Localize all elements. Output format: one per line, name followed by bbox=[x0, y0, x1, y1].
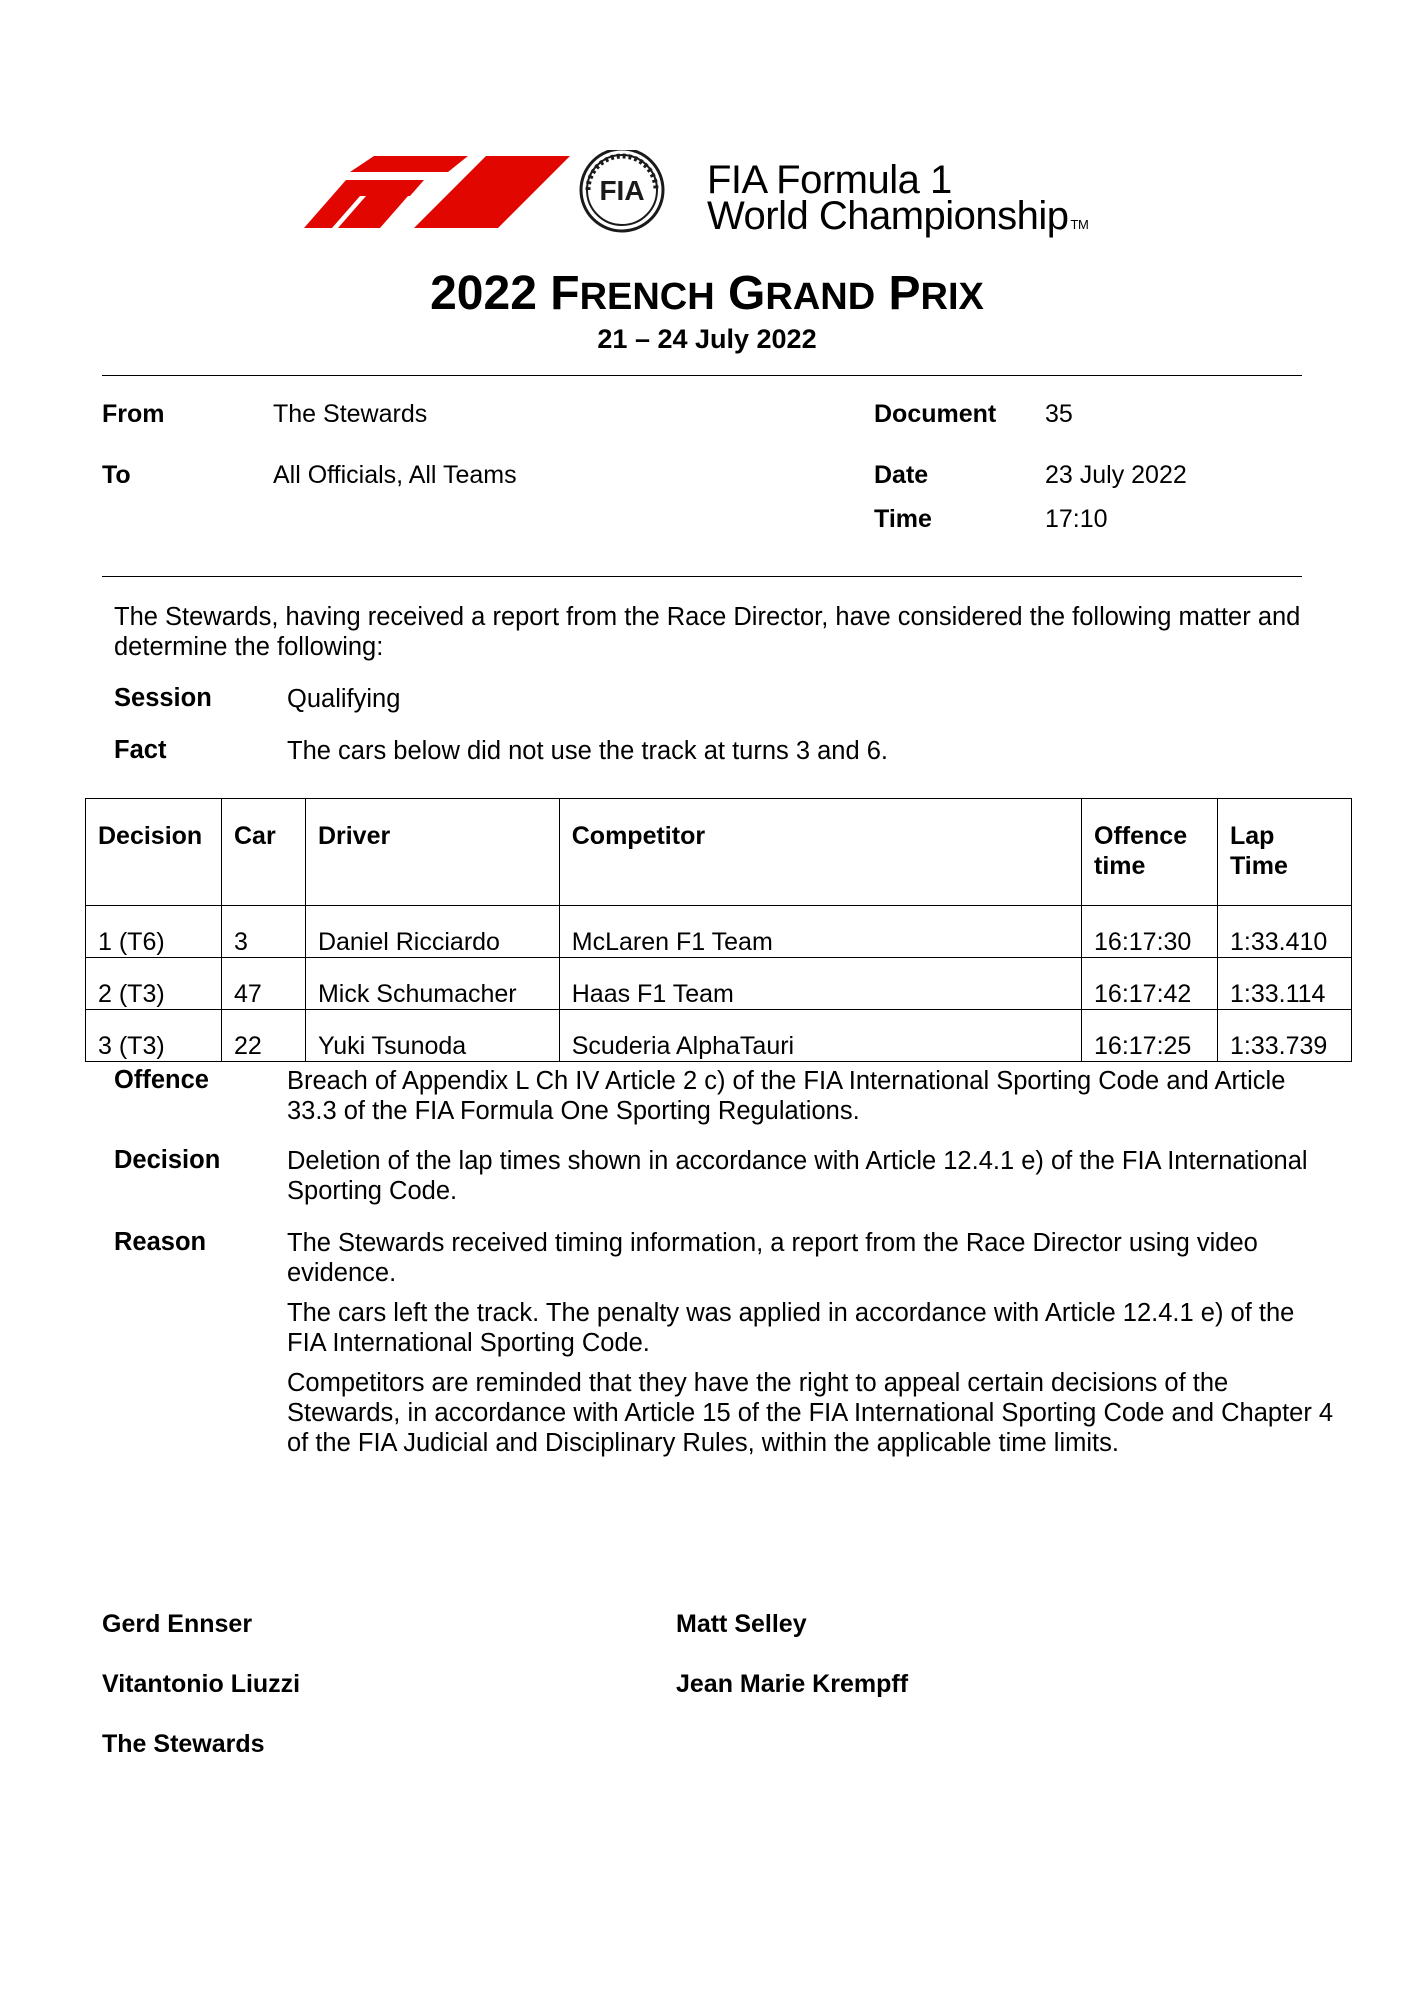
signatory-3: Vitantonio Liuzzi bbox=[102, 1670, 301, 1698]
time-value: 17:10 bbox=[1045, 505, 1108, 533]
to-value: All Officials, All Teams bbox=[273, 461, 517, 489]
cell-driver: Yuki Tsunoda bbox=[305, 1010, 559, 1062]
cell-decision: 3 (T3) bbox=[86, 1010, 222, 1062]
cell-lap-time: 1:33.114 bbox=[1217, 958, 1351, 1010]
decision-text: Deletion of the lap times shown in accordance with Article 12.4.1 e) of the FIA International Sporting Code. bbox=[287, 1147, 1308, 1205]
event-dates: 21 – 24 July 2022 bbox=[597, 324, 817, 354]
reason-label: Reason bbox=[114, 1228, 207, 1256]
cell-driver: Mick Schumacher bbox=[305, 958, 559, 1010]
cell-competitor: Haas F1 Team bbox=[559, 958, 1081, 1010]
f1-logo-icon bbox=[304, 156, 570, 228]
cell-competitor: Scuderia AlphaTauri bbox=[559, 1010, 1081, 1062]
signature-footer: The Stewards bbox=[102, 1730, 265, 1758]
table-header-row bbox=[86, 799, 1352, 906]
page-title: 2022 FRENCH GRAND PRIX bbox=[430, 267, 984, 320]
time-label: Time bbox=[874, 505, 932, 533]
fia-emblem-icon bbox=[581, 150, 663, 231]
reason-paragraph-1: The Stewards received timing information, a report from the Race Director using video evidence. bbox=[287, 1229, 1258, 1287]
col-decision: Decision bbox=[86, 799, 222, 906]
cell-car: 47 bbox=[221, 958, 305, 1010]
reason-paragraph-3: Competitors are reminded that they have the right to appeal certain decisions of the Stewards, in accordance with Article 15 of the FIA International Sporting Code and Chapter 4 of the FIA Judicial and Disciplinary Rules, within the applicable time limits. bbox=[287, 1369, 1334, 1457]
signatory-2: Matt Selley bbox=[676, 1610, 807, 1638]
cell-offence-time: 16:17:25 bbox=[1082, 1010, 1218, 1062]
from-label: From bbox=[102, 400, 165, 428]
col-offence-time: Offence time bbox=[1082, 799, 1218, 906]
offence-text: Breach of Appendix L Ch IV Article 2 c) of the FIA International Sporting Code and Article 33.3 of the FIA Formula One Sporting Regulations. bbox=[287, 1067, 1286, 1125]
reason-paragraph-2: The cars left the track. The penalty was applied in accordance with Article 12.4.1 e) of the FIA International Sporting Code. bbox=[287, 1299, 1295, 1357]
from-value: The Stewards bbox=[273, 400, 428, 428]
col-lap-time: Lap Time bbox=[1217, 799, 1351, 906]
date-label: Date bbox=[874, 461, 929, 489]
session-label: Session bbox=[114, 684, 212, 712]
intro-text: The Stewards, having received a report from the Race Director, have considered the following matter and determine the following: bbox=[114, 603, 1301, 661]
cell-car: 22 bbox=[221, 1010, 305, 1062]
table-row bbox=[86, 1010, 1352, 1062]
document-value: 35 bbox=[1045, 400, 1073, 428]
signatory-4: Jean Marie Krempff bbox=[676, 1670, 909, 1698]
cell-driver: Daniel Ricciardo bbox=[305, 906, 559, 958]
cell-car: 3 bbox=[221, 906, 305, 958]
brand-line-1: FIA Formula 1 bbox=[707, 158, 952, 202]
decision-label: Decision bbox=[114, 1146, 221, 1174]
date-value: 23 July 2022 bbox=[1045, 461, 1187, 489]
session-value: Qualifying bbox=[287, 685, 401, 713]
to-label: To bbox=[102, 461, 131, 489]
cell-decision: 2 (T3) bbox=[86, 958, 222, 1010]
divider-bottom bbox=[102, 576, 1302, 577]
col-car: Car bbox=[221, 799, 305, 906]
penalties-table bbox=[85, 798, 1352, 1062]
svg-text:FIA: FIA bbox=[599, 175, 645, 206]
col-competitor: Competitor bbox=[559, 799, 1081, 906]
cell-decision: 1 (T6) bbox=[86, 906, 222, 958]
table-row bbox=[86, 958, 1352, 1010]
f1-fia-logo bbox=[298, 150, 718, 240]
fact-value: The cars below did not use the track at turns 3 and 6. bbox=[287, 737, 889, 765]
cell-lap-time: 1:33.739 bbox=[1217, 1010, 1351, 1062]
divider-top bbox=[102, 375, 1302, 376]
brand-line-2: World Championship TM bbox=[707, 194, 1089, 238]
cell-offence-time: 16:17:30 bbox=[1082, 906, 1218, 958]
document-label: Document bbox=[874, 400, 997, 428]
table-row bbox=[86, 906, 1352, 958]
fact-label: Fact bbox=[114, 736, 167, 764]
cell-offence-time: 16:17:42 bbox=[1082, 958, 1218, 1010]
signatory-1: Gerd Ennser bbox=[102, 1610, 253, 1638]
offence-label: Offence bbox=[114, 1066, 209, 1094]
col-driver: Driver bbox=[305, 799, 559, 906]
cell-competitor: McLaren F1 Team bbox=[559, 906, 1081, 958]
trademark: TM bbox=[1070, 217, 1089, 232]
cell-lap-time: 1:33.410 bbox=[1217, 906, 1351, 958]
